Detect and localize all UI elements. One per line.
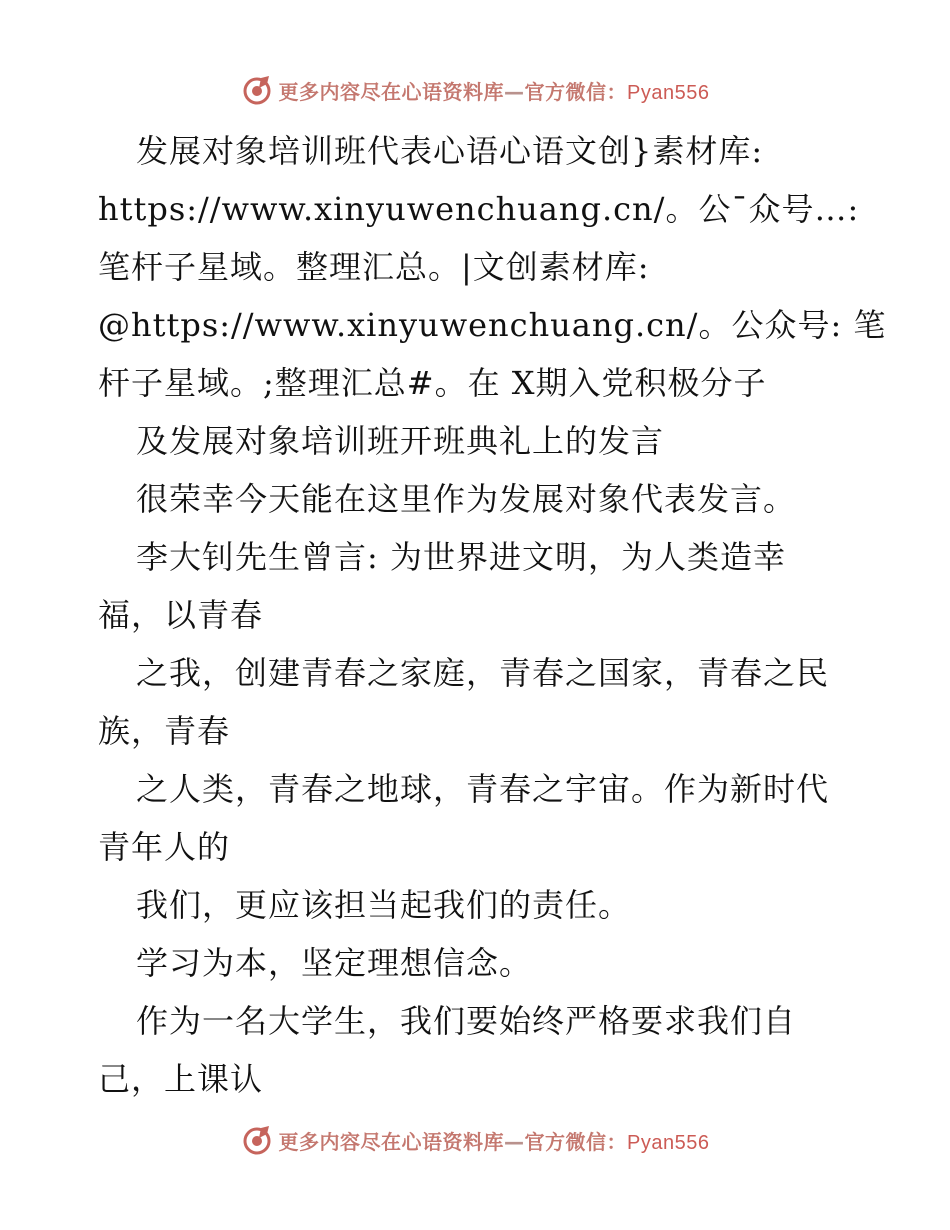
- text-line: 及发展对象培训班开班典礼上的发言: [136, 422, 665, 460]
- watermark-label: 更多内容尽在心语资料库: [278, 1129, 505, 1154]
- text-line: 之我，创建青春之家庭，青春之国家，青春之民: [136, 654, 830, 692]
- text-line: 杆子星域。;整理汇总#。在 X期入党积极分子: [98, 364, 767, 402]
- text-line: 己，上课认: [98, 1060, 264, 1098]
- text-line: 之人类，青春之地球，青春之宇宙。作为新时代: [136, 770, 830, 808]
- text-line: https://www.xinyuwenchuang.cn/。公¯众号…:: [98, 190, 860, 228]
- pen-logo-icon: [241, 1124, 273, 1156]
- pen-logo-icon: [241, 74, 273, 106]
- watermark-separator: —: [504, 1129, 525, 1154]
- header-watermark-banner: [0, 70, 950, 110]
- document-body: [98, 122, 898, 1108]
- watermark-wechat-id: Pyan556: [627, 81, 710, 104]
- watermark-text: [279, 76, 710, 105]
- text-line: @https://www.xinyuwenchuang.cn/。公众号: 笔: [98, 306, 887, 344]
- watermark-wechat-id: Pyan556: [627, 1131, 710, 1154]
- watermark-separator: —: [504, 79, 525, 104]
- watermark-wechat-label: 官方微信：: [524, 1129, 628, 1154]
- text-line: 李大钊先生曾言: 为世界进文明，为人类造幸: [136, 538, 786, 576]
- text-line: 我们，更应该担当起我们的责任。: [136, 886, 632, 924]
- watermark-label: 更多内容尽在心语资料库: [278, 79, 505, 104]
- text-line: 青年人的: [98, 828, 231, 866]
- text-line: 发展对象培训班代表心语心语文创}素材库:: [136, 132, 764, 170]
- text-line: 学习为本，坚定理想信念。: [136, 944, 533, 982]
- footer-watermark-banner: [0, 1120, 950, 1160]
- text-line: 很荣幸今天能在这里作为发展对象代表发言。: [136, 480, 797, 518]
- text-line: 族，青春: [98, 712, 231, 750]
- watermark-text: [279, 1126, 710, 1155]
- text-line: 笔杆子星域。整理汇总。|文创素材库:: [98, 248, 650, 286]
- text-line: 作为一名大学生，我们要始终严格要求我们自: [136, 1002, 797, 1040]
- text-line: 福，以青春: [98, 596, 264, 634]
- watermark-wechat-label: 官方微信：: [524, 79, 628, 104]
